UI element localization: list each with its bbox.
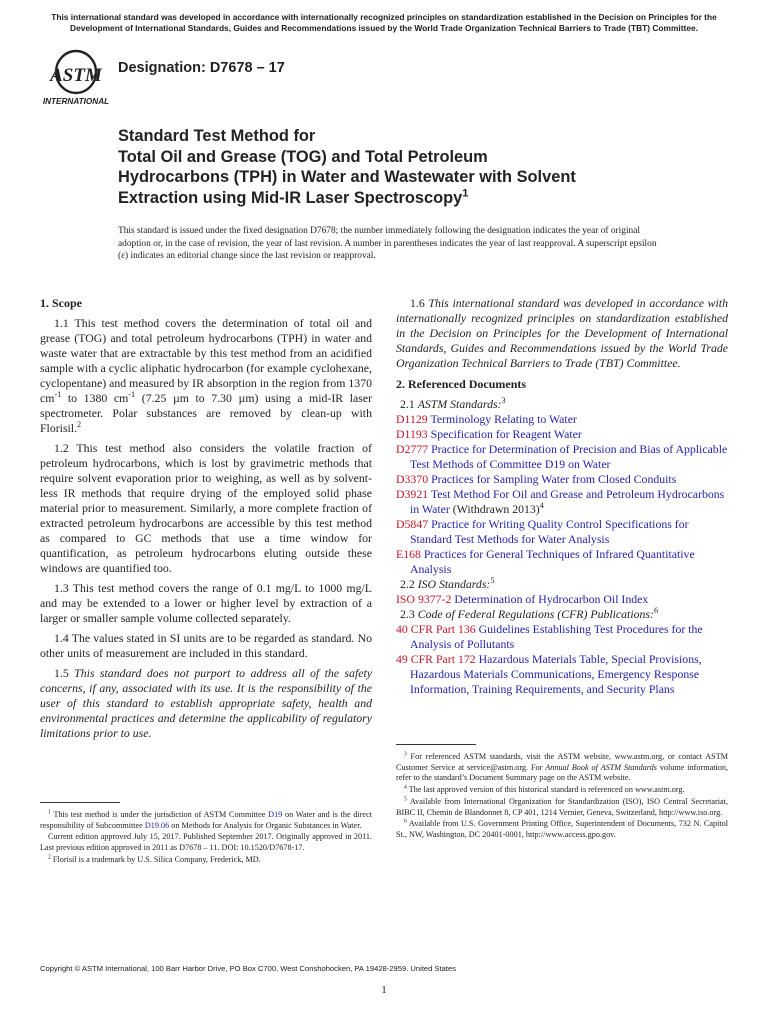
logo-text: ASTM	[50, 65, 102, 86]
iso-standards-label: 2.2 ISO Standards:$^5$	[400, 576, 495, 591]
astm-logo-icon	[40, 48, 112, 106]
top-notice: This international standard was developed in accordance with internationally recognized principles on standardization established in the Decision on Principles for the Development of International Standards, Guides and Recommendations issued by the World Trade Organization Technical Barriers to Trade (TBT) Committee.	[51, 12, 717, 33]
right-footnotes	[396, 752, 728, 842]
section-1-3: 1.3 This test method covers the range of 0.1 mg/L to 1000 mg/L and may be extended to a lower or higher level by extraction of a larger or smaller sample volume collected separately.	[40, 581, 372, 625]
title-line-2: Total Oil and Grease (TOG) and Total Petroleum	[118, 147, 488, 166]
footnote-2: $^2$ Florisil is a trademark by U.S. Silica Company, Frederick, MD.	[48, 854, 261, 864]
left-footnote-rule	[40, 802, 120, 803]
footnote-5: $^5$ Available from International Organization for Standardization (ISO), ISO Central Secretariat, BIBC II, Chemin de Blandonnet 8, CP 401, 1214 Vernier, Geneva, Switzerland, http://www.iso.org.	[396, 796, 728, 817]
section-1-2: 1.2 This test method also considers the volatile fraction of petroleum hydrocarbons, which is lost by gravimetric methods that require solvent evaporation prior to weighing, as well as by solvent-less IR methods that require drying of the employed solid phase material prior to measurement. Similarly, a more complete fraction of extracted petroleum hydrocarbons are accessible by this test method as compared to GC methods that use a time window for quantification, as petroleum hydrocarbons eluting outside these windows are quantified too.	[40, 441, 372, 575]
ref-d1129[interactable]: D1129 Terminology Relating to Water	[396, 412, 577, 426]
link-d19[interactable]: D19	[268, 810, 283, 819]
ref-d1193[interactable]: D1193 Specification for Reagent Water	[396, 427, 582, 441]
page-number: 1	[381, 984, 387, 996]
title-footnote-mark: 1	[462, 187, 469, 200]
astm-standards-label: 2.1 ASTM Standards:$^3$	[400, 396, 506, 411]
footnote-6: $^6$ Available from U.S. Government Printing Office, Superintendent of Documents, 732 N. Capitol St., NW, Washington, DC 20401-0001, http://www.access.gpo.gov.	[396, 818, 728, 839]
link-d19-06[interactable]: D19.06	[144, 820, 170, 830]
section-1-6: 1.6 This international standard was developed in accordance with internationally recognized principles on standardization established in the Decision on Principles for the Development of International Standards, Guides and Recommendations issued by the World Trade Organization Technical Barriers to Trade (TBT) Committee.	[396, 296, 728, 370]
title-line-1: Standard Test Method for	[118, 127, 316, 145]
ref-40-cfr-136[interactable]: 40 CFR Part 136 Guidelines Establishing Test Procedures for the Analysis of Pollutants	[396, 622, 703, 651]
references-heading: 2. Referenced Documents	[396, 377, 527, 391]
ref-d3370[interactable]: D3370 Practices for Sampling Water from Closed Conduits	[396, 472, 677, 486]
document-title	[118, 126, 678, 208]
ref-49-cfr-172[interactable]: 49 CFR Part 172 Hazardous Materials Table, Special Provisions, Hazardous Materials Communications, Emergency Response Information, Training Requirements, and Security Plans	[396, 652, 702, 696]
left-footnotes	[40, 810, 372, 867]
title-line-4: Extraction using Mid-IR Laser Spectroscopy$^1$	[118, 187, 469, 207]
logo-subtext: INTERNATIONAL	[42, 97, 110, 106]
ref-d3921[interactable]: D3921 Test Method For Oil and Grease and Petroleum Hydrocarbons in Water (Withdrawn 2013)$^4$	[396, 487, 725, 516]
copyright: Copyright © ASTM International, 100 Barr Harbor Drive, PO Box C700, West Conshohocken, PA 19428-2959. United States	[40, 964, 457, 973]
footnote-1-edition: Current edition approved July 15, 2017. Published September 2017. Originally approved in 2011. Last previous edition approved in 2011 as D7678 – 11. DOI: 10.1520/D7678-17.	[40, 832, 372, 853]
issued-note: This standard is issued under the fixed designation D7678; the number immediately following the designation indicates the year of original adoption or, in the case of revision, the year of last revision. A number in parentheses indicates the year of last reapproval. A superscript epsilon (ε) indicates an editorial change since the last revision or reapproval.	[118, 226, 657, 261]
footnote-4: $^4$ The last approved version of this historical standard is referenced on www.astm.org.	[404, 784, 685, 795]
ref-d5847[interactable]: D5847 Practice for Writing Quality Control Specifications for Standard Test Methods for Water Analysis	[396, 517, 689, 546]
section-1-1: 1.1 This test method covers the determination of total oil and grease (TOG) and total petroleum hydrocarbons (TPH) in water and waste water that are extractable by this test method from an acidified sample with a cyclic aliphatic hydrocarbon (for example cyclohexane, cyclopentane) and measured by IR absorption in the region from 1370 $cm^{-1}$ to 1380 $cm^{-1}$ (7.25 µm to 7.30 µm) using a mid-IR laser spectrometer. Polar substances are removed by clean-up with Florisil.$^2$	[40, 316, 372, 435]
footnote-1: $^1$ This test method is under the jurisdiction of ASTM Committee D19 on Water and is the direct responsibility of Subcommittee D19.06 on Methods for Analysis for Organic Substances in Water.	[40, 809, 372, 830]
section-1-4: 1.4 The values stated in SI units are to be regarded as standard. No other units of measurement are included in this standard.	[40, 631, 372, 660]
cfr-label: 2.3 Code of Federal Regulations (CFR) Publications:$^6$	[400, 606, 659, 621]
ref-d2777[interactable]: D2777 Practice for Determination of Precision and Bias of Applicable Test Methods of Committee D19 on Water	[396, 442, 728, 471]
right-footnote-rule	[396, 744, 476, 745]
footnote-3: $^3$ For referenced ASTM standards, visit the ASTM website, www.astm.org, or contact ASTM Customer Service at service@astm.org. For Annual Book of ASTM Standards volume information, refer to the standard’s Document Summary page on the ASTM website.	[396, 751, 729, 783]
left-column	[40, 296, 372, 746]
right-column	[396, 296, 728, 697]
scope-heading: 1. Scope	[40, 296, 82, 310]
ref-iso-9377-2[interactable]: ISO 9377-2 Determination of Hydrocarbon Oil Index	[396, 592, 649, 606]
ref-e168[interactable]: E168 Practices for General Techniques of Infrared Quantitative Analysis	[396, 547, 695, 576]
designation: Designation: D7678 – 17	[118, 60, 285, 76]
section-1-5: 1.5 This standard does not purport to address all of the safety concerns, if any, associated with its use. It is the responsibility of the user of this standard to establish appropriate safety, health and environmental practices and determine the applicability of regulatory limitations prior to use.	[40, 666, 372, 740]
title-line-3: Hydrocarbons (TPH) in Water and Wastewater with Solvent	[118, 168, 576, 186]
astm-logo	[40, 48, 112, 106]
